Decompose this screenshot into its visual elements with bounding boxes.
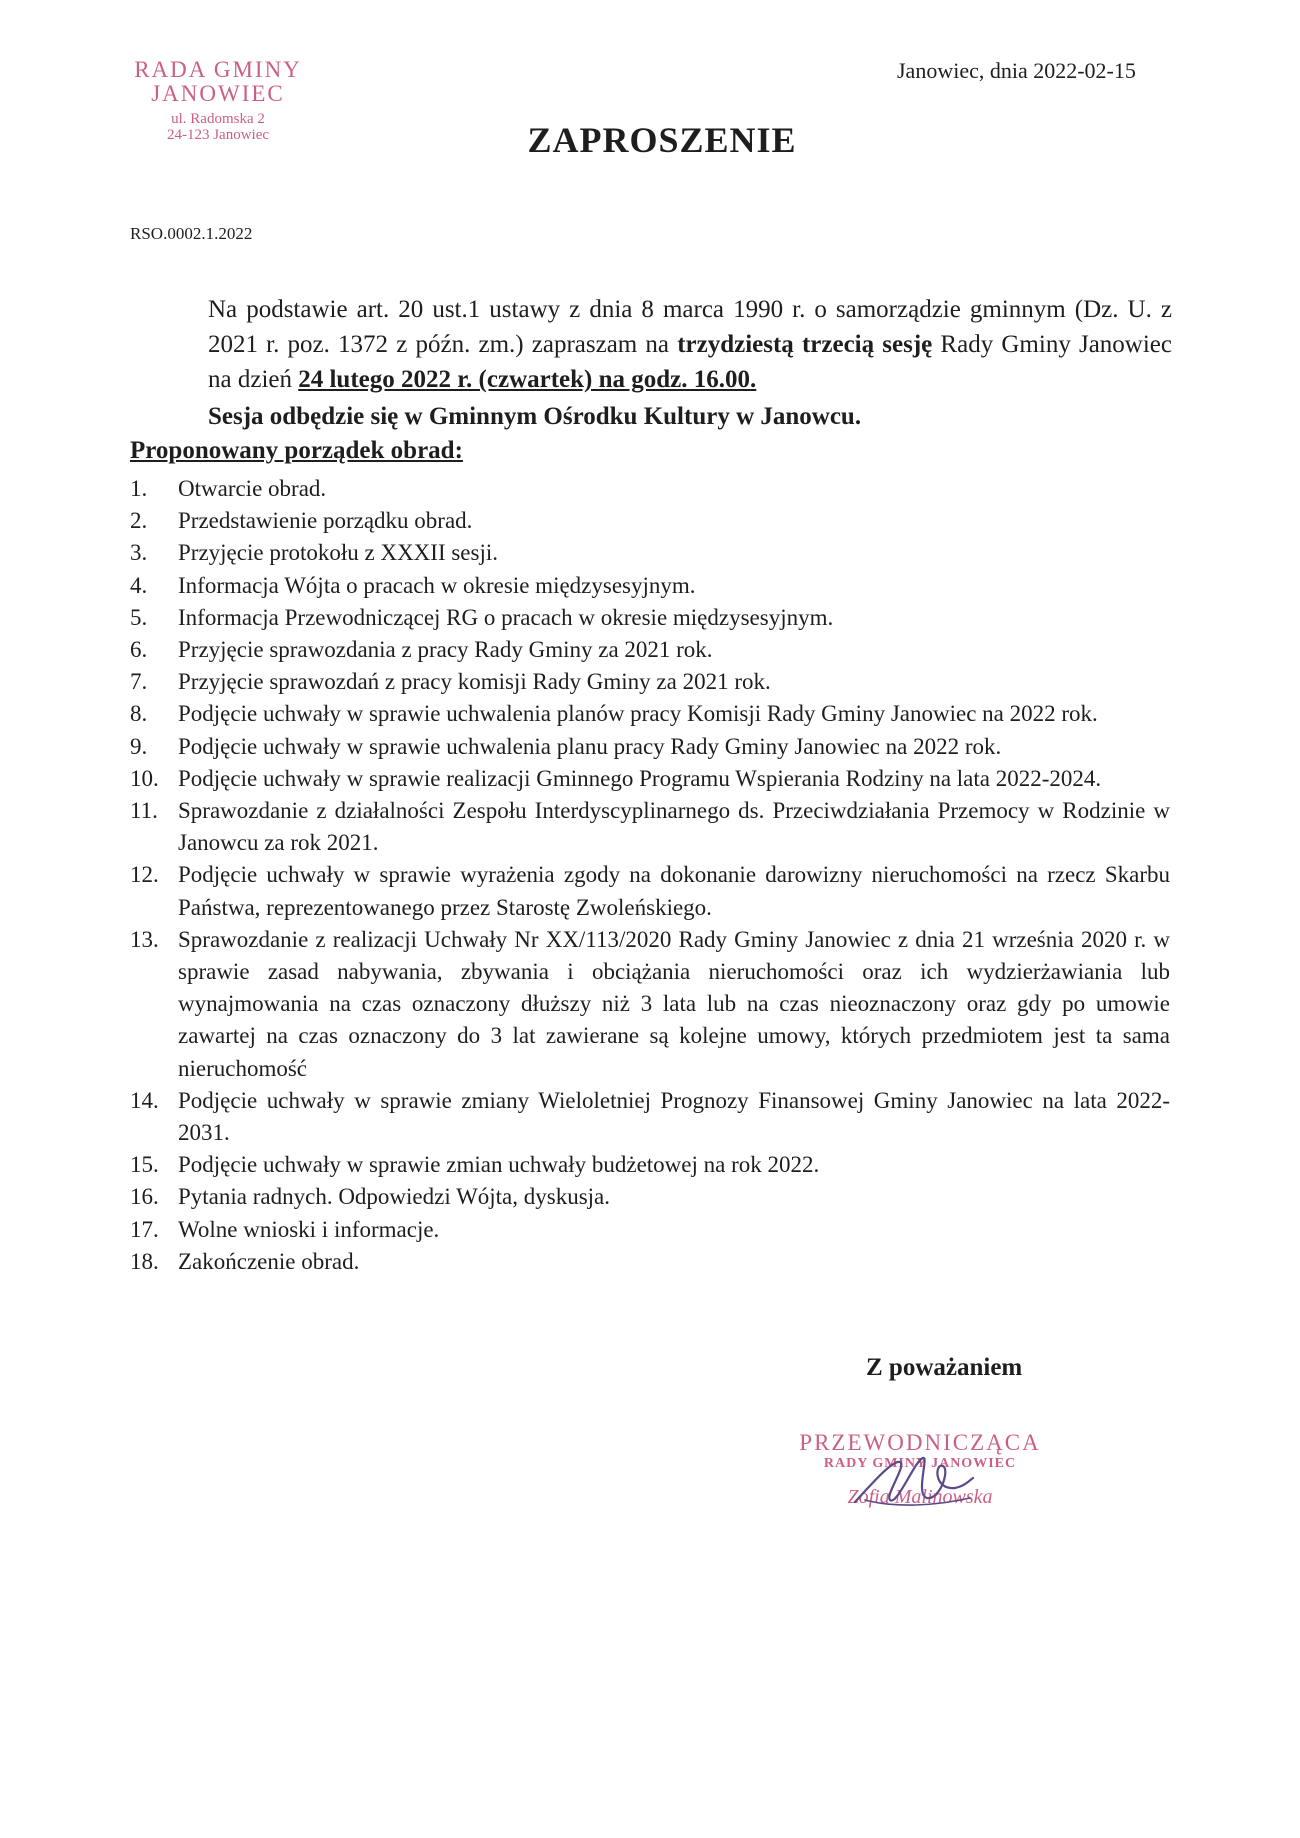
agenda-item [130,763,1170,795]
agenda-item-text: Sprawozdanie z działalności Zespołu Interdyscyplinarnego ds. Przeciwdziałania Przemocy w Rodzinie w Janowcu za rok 2021. [178,798,1170,856]
agenda-item-number: 9. [130,733,148,759]
agenda-item-number: 18. [130,1248,159,1274]
agenda-item-text: Informacja Przewodniczącej RG o pracach w okresie międzysesyjnym. [178,604,834,630]
agenda-item [130,537,1170,569]
agenda-item [130,473,1170,505]
stamp-line-council: RADY GMINY JANOWIEC [823,1456,1017,1471]
agenda-item-number: 15. [130,1152,159,1178]
agenda-item [130,795,1170,859]
agenda-item-text: Podjęcie uchwały w sprawie zmiany Wieloletniej Prognozy Finansowej Gminy Janowiec na lata 2022-2031. [178,1087,1170,1146]
agenda-item-number: 2. [130,508,148,534]
agenda-item [130,924,1170,1085]
agenda-item-text: Podjęcie uchwały w sprawie uchwalenia planu pracy Rady Gminy Janowiec na 2022 rok. [178,733,1002,759]
agenda-item-number: 8. [130,701,148,727]
agenda-heading: Proponowany porządek obrad: [130,437,463,464]
agenda-item-text: Podjęcie uchwały w sprawie realizacji Gminnego Programu Wspierania Rodziny na lata 2022-2024. [178,765,1102,791]
closing-phrase: Z poważaniem [866,1354,1023,1381]
agenda-item-text: Przyjęcie sprawozdań z pracy komisji Rady Gminy za 2021 rok. [178,669,771,695]
agenda-item-text: Wolne wnioski i informacje. [178,1216,440,1242]
intro-text-1: Na podstawie art. 20 ust.1 ustawy z dnia 8 marca 1990 r. o samorządzie gminnym (Dz. U. z 2021 r. poz. 1372 z późn. zm.) zapraszam na [208,296,1172,358]
agenda-item [130,505,1170,537]
agenda-item-number: 4. [130,572,148,598]
agenda-item-text: Zakończenie obrad. [178,1248,360,1274]
agenda-item-number: 6. [130,637,148,663]
agenda-item [130,1149,1170,1181]
agenda-item [130,1181,1170,1213]
session-date: 24 lutego 2022 r. (czwartek) na godz. 16.00. [298,366,757,393]
agenda-item-text: Otwarcie obrad. [178,476,327,501]
intro-text-2: Rady Gminy Janowiec na dzień [208,331,1172,393]
intro-paragraph [130,292,1172,397]
agenda-item [130,666,1170,698]
agenda-item-text: Podjęcie uchwały w sprawie zmian uchwały budżetowej na rok 2022. [178,1152,820,1178]
agenda-item-number: 13. [130,926,159,952]
agenda-item-text: Sprawozdanie z realizacji Uchwały Nr XX/113/2020 Rady Gminy Janowiec z dnia 21 września 2020 r. w sprawie zasad nabywania, zbywania i obciążania nieruchomości oraz ich wydzierżawiania lub wynajmowania na czas oznaczony dłuższy niż 3 lata lub na czas nieoznaczony oraz gdy po umowie zawartej na czas oznaczony do 3 lat zawierane są kolejne umowy, których przedmiotem jest ta sama nieruchomość [178,926,1170,1081]
agenda-item-text: Informacja Wójta o pracach w okresie międzysesyjnym. [178,572,696,598]
reference-number: RSO.0002.1.2022 [130,224,253,243]
handwritten-signature [845,1440,985,1520]
agenda-item [130,698,1170,730]
agenda-item-number: 14. [130,1087,159,1113]
session-number: trzydziestą trzecią sesję [677,331,933,358]
stamp-line-town: JANOWIEC [151,81,285,107]
agenda-item-number: 5. [130,604,148,630]
agenda-item-text: Podjęcie uchwały w sprawie uchwalenia planów pracy Komisji Rady Gminy Janowiec na 2022 rok. [178,701,1098,727]
agenda-item-text: Przedstawienie porządku obrad. [178,508,473,534]
agenda-item-number: 16. [130,1184,159,1210]
agenda-item-text: Przyjęcie protokołu z XXXII sesji. [178,540,499,566]
stamp-line-council: RADA GMINY [134,57,302,82]
agenda-item [130,859,1170,923]
agenda-item-text: Pytania radnych. Odpowiedzi Wójta, dyskusja. [178,1184,611,1210]
document-title: ZAPROSZENIE [527,120,797,160]
agenda-item-number: 1. [130,476,148,501]
agenda-item [130,570,1170,602]
stamp-line-title: PRZEWODNICZĄCA [799,1430,1041,1455]
agenda-item [130,1085,1170,1149]
agenda-item [130,1246,1170,1278]
agenda-item [130,602,1170,634]
agenda-item-number: 10. [130,765,159,791]
agenda-item-number: 7. [130,669,148,695]
stamp-line-name: Zofia Malinowska [847,1486,993,1508]
stamp-line-postcode: 24-123 Janowiec [166,127,270,144]
agenda-item-number: 12. [130,862,159,888]
agenda-item [130,634,1170,666]
agenda-item-number: 3. [130,540,148,566]
agenda-list [130,473,1170,1278]
agenda-item [130,1214,1170,1246]
agenda-item-text: Podjęcie uchwały w sprawie wyrażenia zgody na dokonanie darowizny nieruchomości na rzecz Skarbu Państwa, reprezentowanego przez Starostę Zwoleńskiego. [178,862,1170,920]
document-date: Janowiec, dnia 2022-02-15 [897,58,1136,83]
agenda-item [130,731,1170,763]
stamp-line-street: ul. Radomska 2 [171,111,265,128]
agenda-item-text: Przyjęcie sprawozdania z pracy Rady Gminy za 2021 rok. [178,637,713,663]
agenda-item-number: 17. [130,1216,159,1242]
agenda-item-number: 11. [130,798,158,824]
venue-line: Sesja odbędzie się w Gminnym Ośrodku Kultury w Janowcu. [208,403,862,430]
